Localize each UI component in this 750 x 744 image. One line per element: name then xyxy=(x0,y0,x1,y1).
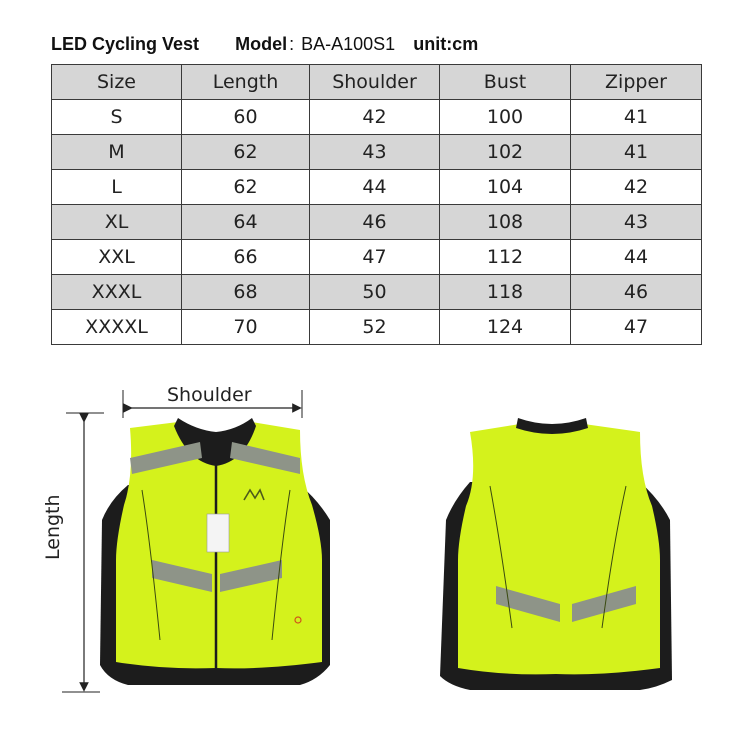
cell-bust: 102 xyxy=(440,135,571,170)
length-dimension-label: Length xyxy=(42,494,64,560)
cell-size: M xyxy=(52,135,182,170)
unit-label: unit:cm xyxy=(413,34,479,54)
cell-length: 68 xyxy=(182,275,310,310)
cell-length: 62 xyxy=(182,135,310,170)
cell-zipper: 42 xyxy=(571,170,702,205)
cell-zipper: 46 xyxy=(571,275,702,310)
cell-size: XXL xyxy=(52,240,182,275)
cell-length: 70 xyxy=(182,310,310,345)
product-name: LED Cycling Vest xyxy=(51,34,200,54)
shoulder-dimension-arrow xyxy=(123,390,302,418)
cell-size: S xyxy=(52,100,182,135)
model-label: Model xyxy=(235,34,288,54)
cell-shoulder: 43 xyxy=(310,135,440,170)
cell-shoulder: 44 xyxy=(310,170,440,205)
cell-bust: 124 xyxy=(440,310,571,345)
cell-bust: 104 xyxy=(440,170,571,205)
model-value: BA-A100S1 xyxy=(301,34,396,54)
cell-shoulder: 42 xyxy=(310,100,440,135)
cell-shoulder: 50 xyxy=(310,275,440,310)
cell-zipper: 41 xyxy=(571,100,702,135)
cell-shoulder: 52 xyxy=(310,310,440,345)
shoulder-dimension-label: Shoulder xyxy=(167,384,252,406)
header-shoulder: Shoulder xyxy=(310,65,440,100)
header-bust: Bust xyxy=(440,65,571,100)
cell-bust: 118 xyxy=(440,275,571,310)
cell-shoulder: 46 xyxy=(310,205,440,240)
cell-zipper: 43 xyxy=(571,205,702,240)
cell-size: XL xyxy=(52,205,182,240)
header-length: Length xyxy=(182,65,310,100)
cell-size: XXXXL xyxy=(52,310,182,345)
cell-bust: 108 xyxy=(440,205,571,240)
front-vest-photo xyxy=(100,418,330,685)
length-dimension-arrow xyxy=(62,413,104,692)
cell-shoulder: 47 xyxy=(310,240,440,275)
hang-tag xyxy=(207,514,229,552)
cell-zipper: 47 xyxy=(571,310,702,345)
back-vest-photo xyxy=(440,418,672,690)
cell-length: 64 xyxy=(182,205,310,240)
header-zipper: Zipper xyxy=(571,65,702,100)
cell-length: 62 xyxy=(182,170,310,205)
back-vest-body xyxy=(458,424,660,674)
cell-bust: 112 xyxy=(440,240,571,275)
header-size: Size xyxy=(52,65,182,100)
cell-size: L xyxy=(52,170,182,205)
cell-zipper: 44 xyxy=(571,240,702,275)
cell-length: 60 xyxy=(182,100,310,135)
model-separator: : xyxy=(289,34,295,54)
cell-zipper: 41 xyxy=(571,135,702,170)
cell-size: XXXL xyxy=(52,275,182,310)
cell-bust: 100 xyxy=(440,100,571,135)
cell-length: 66 xyxy=(182,240,310,275)
